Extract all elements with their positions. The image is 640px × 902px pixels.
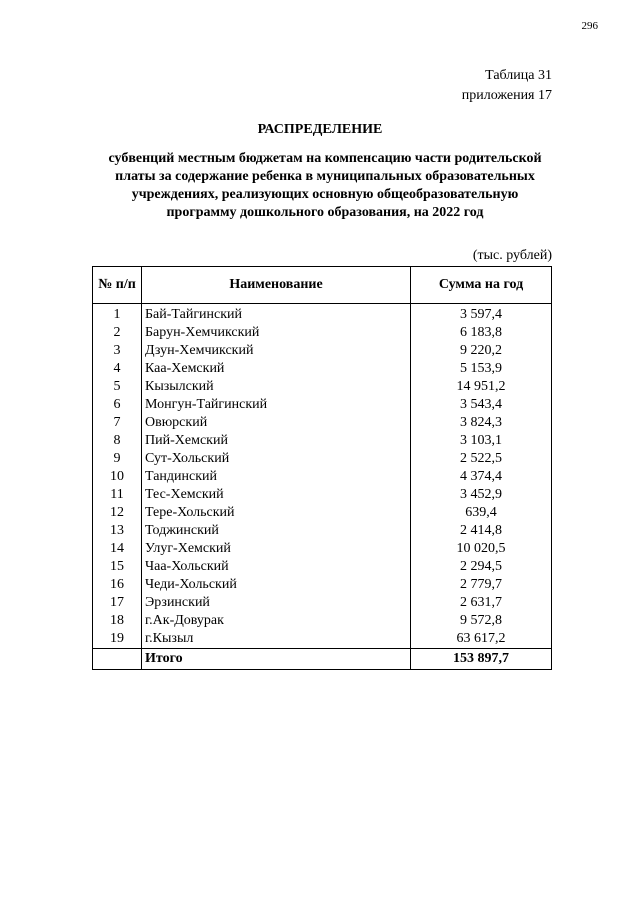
table-body — [93, 304, 552, 649]
document-subtitle: субвенций местным бюджетам на компенсацию части родительской платы за содержание ребенка в муниципальных образовательных учреждениях, реализующих основную общеобразовательную программу дошкольного образования, на 2022 год — [108, 151, 542, 220]
row-amount: 3 103,1 — [411, 432, 552, 450]
row-name: г.Ак-Довурак — [142, 612, 411, 630]
table-reference — [462, 66, 552, 106]
table-row — [93, 612, 552, 630]
table-header-row — [93, 267, 552, 304]
row-name: Тоджинский — [142, 522, 411, 540]
row-number: 16 — [93, 576, 142, 594]
units-note: (тыс. рублей) — [472, 248, 552, 263]
row-number: 7 — [93, 414, 142, 432]
row-number: 13 — [93, 522, 142, 540]
row-amount: 9 572,8 — [411, 612, 552, 630]
row-amount: 63 617,2 — [411, 630, 552, 649]
total-number-cell — [93, 649, 142, 670]
row-amount: 3 824,3 — [411, 414, 552, 432]
table-row — [93, 378, 552, 396]
row-amount: 4 374,4 — [411, 468, 552, 486]
page-number: 296 — [581, 20, 598, 32]
row-name: Тере-Хольский — [142, 504, 411, 522]
row-name: Тес-Хемский — [142, 486, 411, 504]
row-name: Сут-Хольский — [142, 450, 411, 468]
row-amount: 2 779,7 — [411, 576, 552, 594]
row-name: Тандинский — [142, 468, 411, 486]
document-heading: РАСПРЕДЕЛЕНИЕ — [257, 122, 383, 137]
table-row — [93, 468, 552, 486]
table-row — [93, 486, 552, 504]
row-amount: 639,4 — [411, 504, 552, 522]
row-amount: 6 183,8 — [411, 324, 552, 342]
row-name: Бай-Тайгинский — [142, 304, 411, 325]
table-row — [93, 558, 552, 576]
row-amount: 3 543,4 — [411, 396, 552, 414]
table-row — [93, 342, 552, 360]
table-ref-line1: Таблица 31 — [485, 68, 552, 83]
table-row — [93, 396, 552, 414]
table-row — [93, 576, 552, 594]
row-number: 17 — [93, 594, 142, 612]
row-amount: 9 220,2 — [411, 342, 552, 360]
row-name: Овюрский — [142, 414, 411, 432]
row-number: 18 — [93, 612, 142, 630]
header-name: Наименование — [142, 267, 411, 304]
table-row — [93, 304, 552, 325]
row-amount: 2 414,8 — [411, 522, 552, 540]
row-name: Кызылский — [142, 378, 411, 396]
row-number: 3 — [93, 342, 142, 360]
table-row — [93, 414, 552, 432]
row-number: 5 — [93, 378, 142, 396]
row-number: 9 — [93, 450, 142, 468]
row-number: 19 — [93, 630, 142, 649]
table-row — [93, 630, 552, 649]
row-number: 6 — [93, 396, 142, 414]
row-amount: 3 597,4 — [411, 304, 552, 325]
table-row — [93, 360, 552, 378]
row-number: 14 — [93, 540, 142, 558]
table-row — [93, 504, 552, 522]
row-number: 15 — [93, 558, 142, 576]
distribution-table — [92, 266, 552, 670]
table-row — [93, 594, 552, 612]
row-name: Пий-Хемский — [142, 432, 411, 450]
header-amount: Сумма на год — [411, 267, 552, 304]
row-name: Чеди-Хольский — [142, 576, 411, 594]
row-number: 10 — [93, 468, 142, 486]
row-name: Дзун-Хемчикский — [142, 342, 411, 360]
row-name: г.Кызыл — [142, 630, 411, 649]
row-amount: 3 452,9 — [411, 486, 552, 504]
header-number: № п/п — [93, 267, 142, 304]
table-row — [93, 540, 552, 558]
row-amount: 2 294,5 — [411, 558, 552, 576]
table-row — [93, 432, 552, 450]
row-amount: 2 631,7 — [411, 594, 552, 612]
row-amount: 14 951,2 — [411, 378, 552, 396]
row-number: 12 — [93, 504, 142, 522]
row-amount: 10 020,5 — [411, 540, 552, 558]
row-number: 8 — [93, 432, 142, 450]
row-number: 4 — [93, 360, 142, 378]
table-ref-line2: приложения 17 — [461, 88, 552, 103]
table-row — [93, 450, 552, 468]
table-row — [93, 324, 552, 342]
row-name: Эрзинский — [142, 594, 411, 612]
row-amount: 5 153,9 — [411, 360, 552, 378]
row-name: Барун-Хемчикский — [142, 324, 411, 342]
table-row — [93, 522, 552, 540]
table-total-row — [93, 649, 552, 670]
row-name: Чаа-Хольский — [142, 558, 411, 576]
row-number: 2 — [93, 324, 142, 342]
total-label: Итого — [142, 649, 411, 670]
row-number: 1 — [93, 304, 142, 325]
row-name: Каа-Хемский — [142, 360, 411, 378]
total-amount: 153 897,7 — [411, 649, 552, 670]
row-amount: 2 522,5 — [411, 450, 552, 468]
row-number: 11 — [93, 486, 142, 504]
row-name: Улуг-Хемский — [142, 540, 411, 558]
row-name: Монгун-Тайгинский — [142, 396, 411, 414]
